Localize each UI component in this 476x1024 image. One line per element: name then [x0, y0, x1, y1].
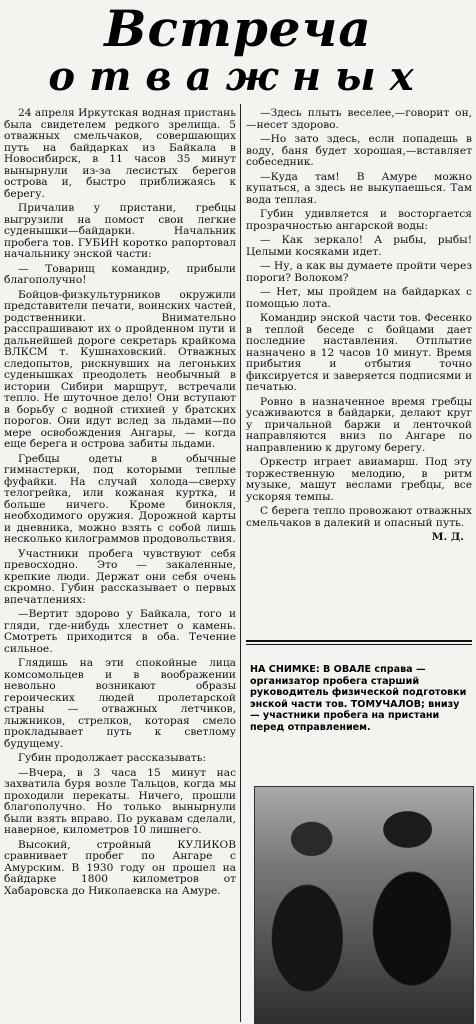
headline-line-2: отважных: [48, 53, 428, 100]
paragraph: Бойцов-физкультурников окружили представители печати, воинских частей, родственники. Внимательно расспрашивают их о пройденном пути и дальнейшей дороге секретарь крайкома ВЛКСМ т. Кушнаховский. Отважных следопытов, рискнувших на легоньких суденышках преодолеть необычный в истории Сибири маршрут, встречали тепло. Не шуточное дело! Они вступают в борьбу с водной стихией у братских порогов. Они идут вслед за льдами—по мере освобождения Ангары, — когда еще берега и острова забиты льдами.: [4, 288, 236, 450]
paragraph: — Нет, мы пройдем на байдарках с помощью лота.: [246, 286, 472, 310]
column-divider: [240, 104, 241, 1022]
paragraph: — Как зеркало! А рыбы, рыбы! Целыми косяками идет.: [246, 234, 472, 258]
paragraph: Оркестр играет авиамарш. Под эту торжественную мелодию, в ритм музыке, машут веслами гребцы, все ускоряя темпы.: [246, 456, 472, 503]
right-column: [246, 108, 472, 628]
paragraph: —Куда там! В Амуре можно купаться, а здесь не выкупаешься. Там вода теплая.: [246, 170, 472, 206]
paragraph: Губин удивляется и восторгается прозрачностью ангарской воды:: [246, 208, 472, 232]
author-signature: М. Д.: [431, 531, 464, 543]
section-rule-bottom: [246, 644, 472, 645]
paragraph: Участники пробега чувствуют себя превосходно. Это — закаленные, крепкие люди. Держат они себя очень скромно. Губин рассказывает о первых впечатлениях:: [4, 547, 236, 606]
paragraph: Гребцы одеты в обычные гимнастерки, под которыми теплые фуфайки. На случай холода—сверху телогрейка, или кожаная куртка, и больше ничего. Кроме бинокля, необходимого оружия. Дорожной карты и дневника, можно взять с собой лишь несколько килограммов продовольствия.: [4, 452, 236, 545]
paragraph: Высокий, стройный КУЛИКОВ сравнивает пробег по Ангаре с Амурским. В 1930 году он прошел на байдарке 1800 километров от Хабаровска до Николаевска на Амуре.: [4, 838, 236, 897]
paragraph: —Вчера, в 3 часа 15 минут нас захватила буря возле Тальцов, когда мы проходили перекаты. Ничего, прошли благополучно. Но только вынырнули были взять вправо. По рукавам сделали, наверное, километров 10 лишнего.: [4, 766, 236, 836]
left-column: [4, 108, 236, 1022]
paragraph: — Ну, а как вы думаете пройти через пороги? Волоком?: [246, 260, 472, 284]
headline: [0, 2, 476, 100]
paragraph: Губин продолжает рассказывать:: [18, 752, 207, 764]
paragraph: Командир энской части тов. Фесенко в теплой беседе с бойцами дает последние наставления. Отплытие назначено в 12 часов 10 минут. Время прибытия и отбытия точно фиксируется и заверяется подписями и печатью.: [246, 312, 472, 393]
headline-line-1: Встреча: [104, 0, 372, 58]
section-rule-top: [246, 640, 472, 642]
paragraph: Причалив у пристани, гребцы выгрузили на помост свои легкие суденышки—байдарки. Начальник пробега тов. ГУБИН коротко рапортовал начальнику энской части:: [4, 202, 236, 260]
paragraph: Ровно в назначенное время гребцы усаживаются в байдарки, делают круг у причальной баржи и ленточкой направляются вниз по Ангаре по направлению к другому берегу.: [246, 395, 472, 454]
news-photo: [254, 786, 474, 1024]
paragraph: 24 апреля Иркутская водная пристань была свидетелем редкого зрелища. 5 отважных смельчаков, совершающих путь на байдарках из Байкала в Новосибирск, в 11 часов 35 минут вынырнули из-за лесистых берегов острова и, быстро приближаясь к берегу.: [4, 108, 236, 200]
paragraph: —Здесь плыть веселее,—говорит он,—несет здорово.: [246, 108, 472, 131]
photo-caption: НА СНИМКЕ: В ОВАЛЕ справа — организатор пробега старший руководитель физической подготовки энской части тов. ТОМУЧАЛОВ; внизу — участники пробега на пристани перед отправлением.: [250, 664, 467, 733]
paragraph: —Вертит здорово у Байкала, того и гляди, где-нибудь хлестнет о камень. Смотреть приходится в оба. Течение сильное.: [4, 608, 236, 655]
paragraph: —Но зато здесь, если попадешь в воду, баня будет хорошая,—вставляет собеседник.: [246, 133, 472, 168]
paragraph: С берега тепло провожают отважных смельчаков в далекий и опасный путь.: [246, 505, 472, 529]
paragraph: Глядишь на эти спокойные лица комсомольцев и в воображении невольно возникают образы героических людей пролетарской страны — отважных летчиков, лыжников, стрелков, которая смело прокладывает путь к светлому будущему.: [4, 657, 236, 750]
paragraph: — Товарищ командир, прибыли благополучно!: [4, 262, 236, 286]
